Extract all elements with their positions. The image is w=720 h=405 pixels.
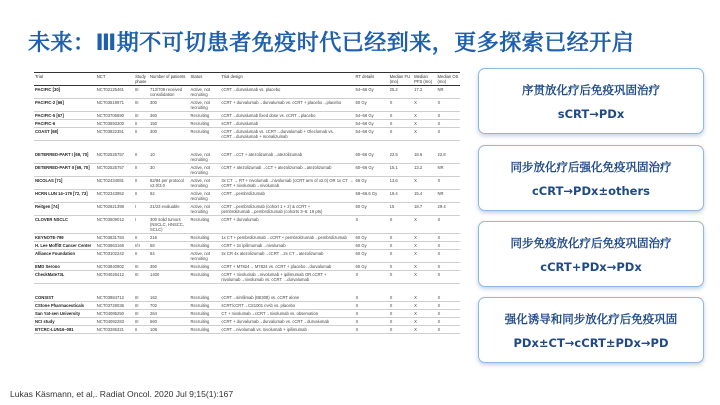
table-cell: NCT03693300 <box>96 120 134 128</box>
table-cell: X <box>355 310 389 318</box>
table-row <box>34 99 460 112</box>
table-cell: 60 Gy <box>355 242 389 250</box>
table-cell: X <box>389 234 413 242</box>
table-row <box>34 86 460 99</box>
trial-name-cell: NCI study <box>34 318 96 326</box>
table-cell: cCRT + durvalumab→durvalumab vs. cCRT→durvalumab <box>220 318 354 326</box>
table-cell: Recruiting <box>189 112 220 120</box>
table-row <box>34 242 460 250</box>
table-cell: 660 <box>149 318 189 326</box>
table-cell: X <box>355 216 389 234</box>
table-cell: II <box>134 164 149 177</box>
table-cell: 300 <box>149 99 189 112</box>
table-cell: Active, not recruiting <box>189 86 220 99</box>
table-row <box>34 164 460 177</box>
table-cell: NR <box>437 86 460 99</box>
table-cell: 25.2 <box>389 86 413 99</box>
table-cell: X <box>413 302 436 310</box>
table-cell: X <box>437 263 460 271</box>
table-cell <box>149 284 189 295</box>
table-cell: 54–66 Gy <box>355 128 389 141</box>
table-cell: X <box>413 177 436 190</box>
table-cell: sCRT→durvalumab <box>220 120 354 128</box>
table-cell: NCT02434081 <box>96 177 134 190</box>
table-cell <box>413 284 436 295</box>
trial-name-cell: KEYNOTE-799 <box>34 234 96 242</box>
trial-name-cell <box>34 284 96 295</box>
table-header-cell: Median OS (mo) <box>437 74 459 84</box>
table-cell: III <box>134 310 149 318</box>
table-cell <box>389 284 413 295</box>
table-cell: Recruiting <box>189 310 220 318</box>
table-cell: 66 Gy <box>355 177 389 190</box>
table-cell: X <box>389 302 413 310</box>
table-cell: NCT03840902 <box>96 263 134 271</box>
table-cell: 54–66 Gy <box>355 86 389 99</box>
table-cell: NCT03706690 <box>96 112 134 120</box>
table-cell: X <box>413 234 436 242</box>
trial-name-cell: San Yat-sen University <box>34 310 96 318</box>
table-cell: X <box>413 263 436 271</box>
table-cell: cCRT + durvalumab <box>220 216 354 234</box>
table-cell: III <box>134 86 149 99</box>
trial-name-cell: CLOVER NSCLC <box>34 216 96 234</box>
table-header-cell: Status <box>189 73 220 86</box>
table-cell: Recruiting <box>189 234 220 242</box>
table-cell: NCT03822351 <box>96 128 134 141</box>
table-cell: X <box>413 242 436 250</box>
table-cell: X <box>413 294 436 302</box>
table-cell: 300 solid tumors (NSCLC, HNSCC, SCLC) <box>149 216 189 234</box>
trial-name-cell: DETERRED-PART II [69, 70] <box>34 164 96 177</box>
table-cell: NCT03884712 <box>96 294 134 302</box>
table-cell: 2x CR 4x atezolizumab→cCRT→2x CT→atezolizumab <box>220 250 354 263</box>
table-cell: X <box>355 294 389 302</box>
table-row <box>34 326 460 334</box>
table-cell: Recruiting <box>189 120 220 128</box>
table-cell: X <box>437 318 460 326</box>
table-row <box>34 250 460 263</box>
table-cell: NCT03285321 <box>96 326 134 334</box>
table-cell: 15 <box>389 203 413 216</box>
table-header-cell: RT details <box>355 73 389 86</box>
table-cell: 21/23 evaluable <box>149 203 189 216</box>
table-cell: X <box>389 326 413 334</box>
table-cell: X <box>413 310 436 318</box>
table-cell: X <box>437 216 460 234</box>
table-cell: X <box>389 263 413 271</box>
table-cell <box>437 284 460 295</box>
table-cell: 54–66 Gy <box>355 112 389 120</box>
card-formula: PDx±CT→cCRT±PDx→PD <box>513 335 669 350</box>
trial-name-cell: PACIFIC [30] <box>34 86 96 99</box>
trial-name-cell: H. Lee Moffitt Cancer Center <box>34 242 96 250</box>
table-cell: Active, not recruiting <box>189 151 220 164</box>
table-row <box>34 203 460 216</box>
strategy-card-intensified <box>478 145 704 211</box>
table-row <box>34 318 460 326</box>
table-header-cell: Study phase <box>134 73 149 86</box>
table-cell: 15.1 <box>389 164 413 177</box>
table-cell: 162 <box>149 294 189 302</box>
table-cell: cCRT + nivolumab→nivolumab + ipilimumab OR cCRT + nivolumab→nivolumab vs. cCRT →durvalumab <box>220 271 354 284</box>
slide-title: 未来：Ⅲ期不可切患者免疫时代已经到来，更多探索已经开启 <box>28 31 635 56</box>
table-cell: X <box>437 271 460 284</box>
table-cell: Active, not recruiting <box>189 190 220 203</box>
strategy-card-induction <box>478 297 704 363</box>
table-cell: 216 <box>149 234 189 242</box>
table-header-cell: Median FU (mo) <box>389 73 413 86</box>
table-header-row <box>34 73 460 86</box>
table-cell: cCRT→sintilimab (IBI308) vs. cCRT alone <box>220 294 354 302</box>
table-row <box>34 128 460 141</box>
trials-table <box>34 72 460 334</box>
table-cell <box>437 141 460 152</box>
table-cell: 60 Gy <box>355 263 389 271</box>
trial-name-cell: EMD Serono <box>34 263 96 271</box>
table-cell <box>220 141 354 152</box>
trial-name-cell <box>34 141 96 152</box>
table-cell: NR <box>437 164 460 177</box>
table-cell: cCRT + M7824→ M7824 vs. cCRT + placebo→durvalumab <box>220 263 354 271</box>
table-cell: 17.2 <box>413 86 436 99</box>
table-cell: 15.4 <box>413 190 436 203</box>
table-cell: 264 <box>149 310 189 318</box>
table-cell: II <box>134 120 149 128</box>
table-cell: X <box>389 99 413 112</box>
table-cell: 60–66 Gy <box>355 164 389 177</box>
table-cell: 60 Gy <box>355 250 389 263</box>
table-cell: NCT03509012 <box>96 216 134 234</box>
table-cell: cCRT→nivolumab vs. nivolumab + ipilimumab <box>220 326 354 334</box>
table-row <box>34 271 460 284</box>
table-cell: X <box>389 310 413 318</box>
table-cell: 58 <box>149 242 189 250</box>
trial-name-cell: PACIFIC-6 <box>34 120 96 128</box>
trial-name-cell: BTCRC-LUN16–081 <box>34 326 96 334</box>
table-cell: 22.5 <box>389 151 413 164</box>
table-cell: X <box>355 271 389 284</box>
table-cell: Recruiting <box>189 326 220 334</box>
table-cell: Recruiting <box>189 216 220 234</box>
table-row <box>34 216 460 234</box>
table-cell: NCT03102242 <box>96 250 134 263</box>
table-cell: X <box>413 326 436 334</box>
card-formula: cCRT+PDx→PDx <box>540 259 642 274</box>
table-cell: NCT02525757 <box>96 151 134 164</box>
table-cell: NCT04092283 <box>96 318 134 326</box>
trial-name-cell: Reitgen [74] <box>34 203 96 216</box>
table-cell: X <box>437 99 460 112</box>
table-cell: Recruiting <box>189 302 220 310</box>
table-cell: X <box>413 112 436 120</box>
table-cell: X <box>413 216 436 234</box>
table-cell: X <box>413 271 436 284</box>
trials-table-container <box>34 72 460 360</box>
table-cell: X <box>437 234 460 242</box>
table-cell: NCT04026412 <box>96 271 134 284</box>
trial-name-cell: HCRN LUN 14–179 [72, 73] <box>34 190 96 203</box>
table-cell: X <box>437 310 460 318</box>
table-cell: II <box>134 250 149 263</box>
table-cell: X <box>437 120 460 128</box>
table-cell <box>96 141 134 152</box>
table-cell: cCRT→cCT + atezolizumab→atezolizumab <box>220 151 354 164</box>
table-cell: cCRT + atezolizumab→cCT + atezolizumab→atezolizumab <box>220 164 354 177</box>
table-cell: III <box>134 302 149 310</box>
table-cell: NCT02343952 <box>96 190 134 203</box>
table-cell: 108 <box>149 326 189 334</box>
trial-name-cell: COAST [68] <box>34 128 96 141</box>
table-cell: Recruiting <box>189 271 220 284</box>
table-cell: NCT03519971 <box>96 99 134 112</box>
table-cell <box>220 284 354 295</box>
table-row <box>34 112 460 120</box>
table-cell: cCRT→pembrolizumab (cohort 1 + 2) & cCRT + pembrolizumab→pembrolizumab (cohorts 3–6: 19 pts) <box>220 203 354 216</box>
table-cell: sCRT/cCRT→CS1001 mAb vs. placebo <box>220 302 354 310</box>
table-cell: X <box>413 318 436 326</box>
table-cell: II <box>134 151 149 164</box>
table-cell: X <box>389 294 413 302</box>
table-cell: Active, not recruiting <box>189 99 220 112</box>
table-cell: 59–66.6 Gy <box>355 190 389 203</box>
table-cell: II <box>134 234 149 242</box>
table-cell: 60 Gy <box>355 203 389 216</box>
table-cell: II <box>134 177 149 190</box>
table-cell: 22.8 <box>437 151 460 164</box>
card-formula: cCRT→PDx±others <box>531 183 650 198</box>
table-cell: III <box>134 99 149 112</box>
table-cell: NCT03631784 <box>96 234 134 242</box>
table-cell: II <box>134 190 149 203</box>
trial-name-cell: PACIFIC-5 [67] <box>34 112 96 120</box>
table-cell: X <box>437 112 460 120</box>
table-cell: 92 <box>149 190 189 203</box>
table-header-cell: Trial <box>34 73 96 86</box>
table-cell: X <box>389 250 413 263</box>
table-cell: 60 Gy <box>355 99 389 112</box>
table-row <box>34 263 460 271</box>
table-cell: X <box>413 120 436 128</box>
table-row <box>34 284 460 295</box>
table-cell <box>355 141 389 152</box>
table-cell: Recruiting <box>189 242 220 250</box>
table-cell: NCT02525757 <box>96 164 134 177</box>
table-cell: II <box>134 326 149 334</box>
card-heading: 同步放化疗后强化免疫巩固治疗 <box>510 159 672 174</box>
table-cell: NCT02621398 <box>96 203 134 216</box>
table-cell: 702 <box>149 302 189 310</box>
strategy-card-sequential <box>478 68 704 134</box>
table-cell: X <box>355 318 389 326</box>
trial-name-cell: Alliance Foundation <box>34 250 96 263</box>
table-cell: 18.6 <box>413 151 436 164</box>
trial-name-cell: CStone Pharmaceuticals <box>34 302 96 310</box>
card-heading: 强化诱导和同步放化疗后免疫巩固 <box>504 311 678 326</box>
citation: Lukas Käsmann, et al,. Radiat Oncol. 2020 Jul 9;15(1):167 <box>10 389 234 399</box>
table-cell: Active, not recruiting <box>189 203 220 216</box>
table-cell: III <box>134 271 149 284</box>
table-cell: 29.4 <box>437 203 460 216</box>
table-cell: NCT04085250 <box>96 310 134 318</box>
card-heading: 同步免疫放化疗后免疫巩固治疗 <box>510 235 672 250</box>
table-cell: X <box>389 128 413 141</box>
table-cell: CT + nivolumab→cCRT→nivolumab vs. observation <box>220 310 354 318</box>
table-cell: 3x CT → RT + nivolumab→nivolumab (cCRT arm of v2.0) OR 1x CT → cCRT + nivolumab→nivolumab <box>221 178 354 188</box>
table-cell: cCRT→durvalumab fixed dose vs. cCRT→placebo <box>220 112 354 120</box>
table-cell: X <box>437 302 460 310</box>
table-cell <box>149 141 189 152</box>
table-header-cell: Median PFS (mo) <box>413 73 436 86</box>
table-header-cell: Trial design <box>220 73 354 86</box>
table-row <box>34 141 460 152</box>
table-cell: cCRT + durvalumab→durvalumab vs. cCRT + placebo→placebo <box>220 99 354 112</box>
table-cell: Active, not recruiting <box>189 250 220 263</box>
table-cell: X <box>355 326 389 334</box>
table-cell <box>134 284 149 295</box>
table-cell: Recruiting <box>189 318 220 326</box>
table-cell: II <box>134 128 149 141</box>
table-row <box>34 151 460 164</box>
table-cell: X <box>389 120 413 128</box>
trial-name-cell: DETERRED-PART I [69, 70] <box>34 151 96 164</box>
table-cell: 13.6 <box>389 177 413 190</box>
table-cell: X <box>389 271 413 284</box>
table-cell: NCT03728036 <box>96 302 134 310</box>
table-cell <box>389 141 413 152</box>
table-cell <box>189 284 220 295</box>
table-cell: I/II <box>134 242 149 250</box>
table-cell: 150 <box>149 120 189 128</box>
table-cell: X <box>437 242 460 250</box>
table-header-cell: NCT <box>96 73 134 86</box>
table-cell: III <box>134 318 149 326</box>
card-heading: 序贯放化疗后免疫巩固治疗 <box>522 82 660 97</box>
trial-name-cell: PACIFIC-2 [66] <box>34 99 96 112</box>
table-cell <box>134 141 149 152</box>
strategy-card-concurrent-immuno <box>478 221 704 287</box>
table-row <box>34 120 460 128</box>
table-row <box>34 294 460 302</box>
card-formula: sCRT→PDx <box>557 106 625 121</box>
table-cell: NCT03663166 <box>96 242 134 250</box>
table-cell: 1x CT + pembrolizumab→cCRT + pembrolizumab→pembrolizumab <box>220 234 354 242</box>
table-cell: 10 <box>149 151 189 164</box>
table-cell: Recruiting <box>189 294 220 302</box>
table-cell: X <box>389 318 413 326</box>
table-cell: X <box>437 294 460 302</box>
table-body <box>34 86 460 334</box>
table-cell: Active, not recruiting <box>189 164 220 177</box>
table-cell: cCRT→pembrolizumab <box>220 190 354 203</box>
table-cell: 1400 <box>149 271 189 284</box>
table-cell: cCRT + 2x ipilimumab→nivolumab <box>220 242 354 250</box>
table-cell: X <box>413 99 436 112</box>
table-cell: III <box>134 112 149 120</box>
table-cell: 18.7 <box>413 203 436 216</box>
table-cell: X <box>413 128 436 141</box>
table-cell: Recruiting <box>189 128 220 141</box>
table-cell <box>355 284 389 295</box>
table-cell: 13.2 <box>413 164 436 177</box>
trial-name-cell: NICOLAS [71] <box>34 177 96 190</box>
table-cell: I <box>134 203 149 216</box>
table-cell: 300 <box>149 128 189 141</box>
table-cell: cCRT→durvalumab vs. placebo <box>220 86 354 99</box>
table-cell <box>413 141 436 152</box>
table-cell: cCRT→durvalumab vs. cCRT→durvalumab + Oleclumab vs. cCRT→durvalumab + monalizumab <box>220 128 354 141</box>
table-cell: 350 <box>149 263 189 271</box>
table-cell: 30 <box>149 164 189 177</box>
trial-name-cell: CONSIST <box>34 294 96 302</box>
table-cell: X <box>413 250 436 263</box>
table-row <box>34 302 460 310</box>
table-cell <box>189 141 220 152</box>
table-row <box>34 310 460 318</box>
table-cell: 54–66 Gy <box>355 120 389 128</box>
table-cell: X <box>389 112 413 120</box>
table-cell: X <box>437 128 460 141</box>
table-cell: X <box>355 302 389 310</box>
table-cell: NCT02125461 <box>96 86 134 99</box>
table-cell <box>96 284 134 295</box>
table-cell: 360 <box>149 112 189 120</box>
table-cell: 82/94 per protocol v2.0/3.0 <box>149 177 189 190</box>
table-row <box>34 234 460 242</box>
table-cell: 16.4 <box>389 190 413 203</box>
table-cell: III <box>134 263 149 271</box>
table-cell: I <box>134 216 149 234</box>
table-cell: NR <box>437 190 460 203</box>
table-cell: X <box>389 242 413 250</box>
trial-name-cell: CheckMate73L <box>34 271 96 284</box>
table-header-cell: Number of patients <box>149 73 189 86</box>
table-cell: X <box>437 250 460 263</box>
table-cell: Active, not recruiting <box>189 177 220 190</box>
table-cell: 60–66 Gy <box>355 151 389 164</box>
table-cell: Recruiting <box>189 263 220 271</box>
table-cell: 60 Gy <box>355 234 389 242</box>
table-cell: X <box>437 326 460 334</box>
table-cell: 64 <box>149 250 189 263</box>
table-cell: X <box>389 216 413 234</box>
table-row <box>34 177 460 190</box>
table-cell: 713/709 received consolidation <box>149 86 189 99</box>
table-cell: III <box>134 294 149 302</box>
table-row <box>34 190 460 203</box>
table-cell: X <box>437 177 460 190</box>
